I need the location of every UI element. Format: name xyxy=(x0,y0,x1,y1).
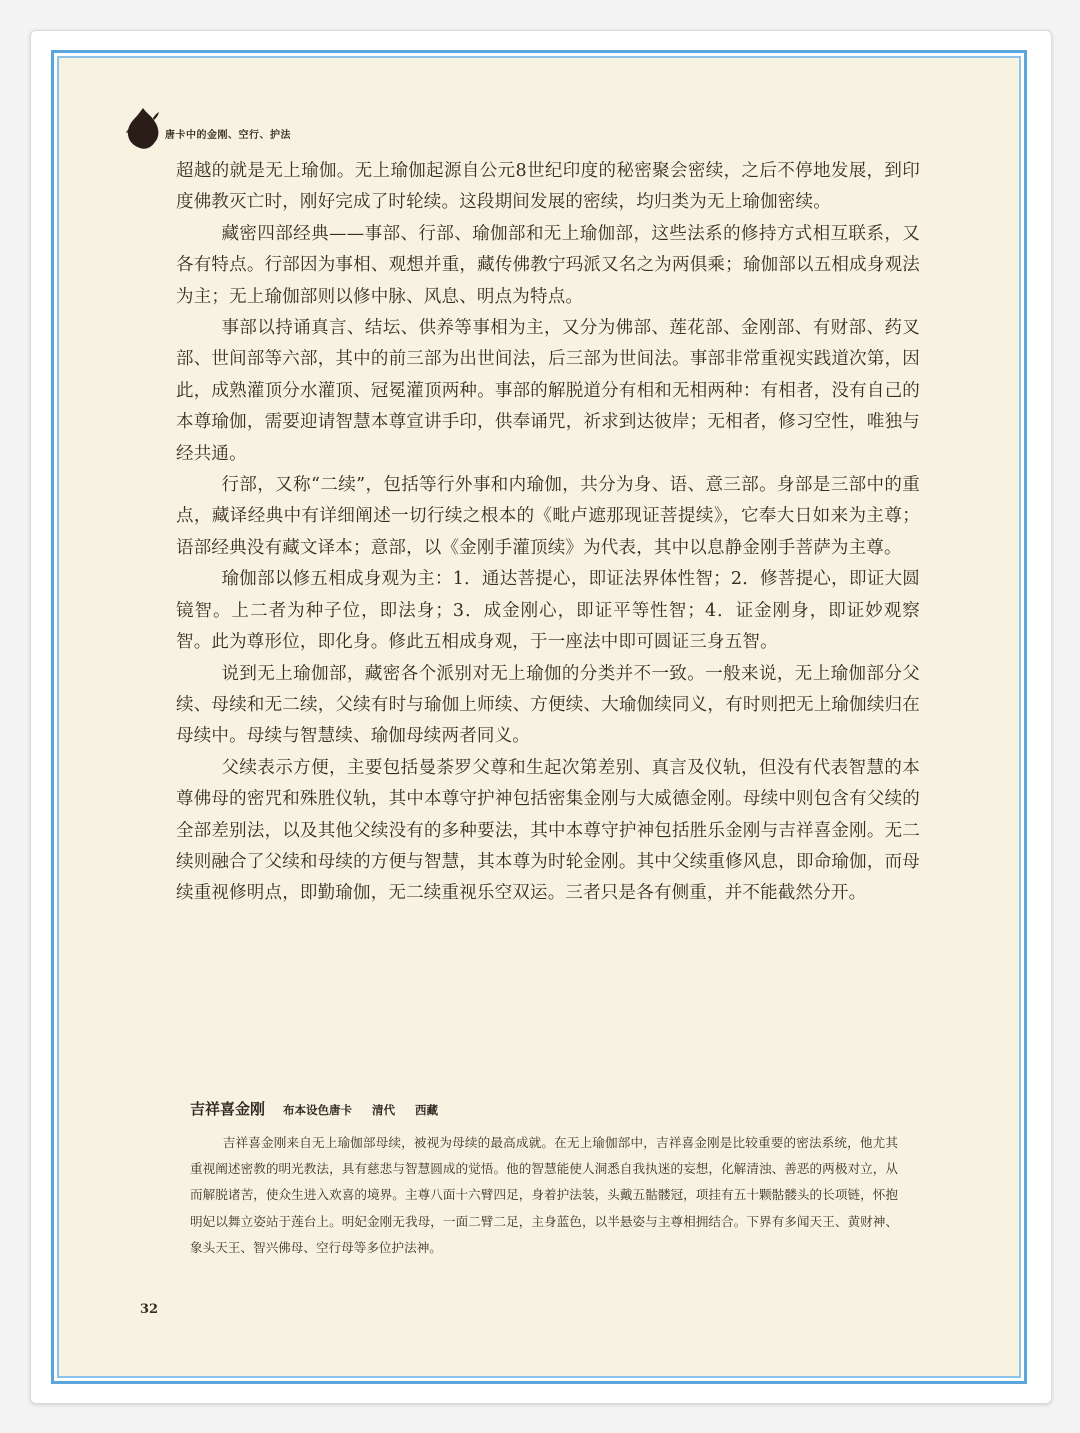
caption-heading xyxy=(190,1098,458,1119)
paragraph: 行部，又称“二续”，包括等行外事和内瑜伽，共分为身、语、意三部。身部是三部中的重点，藏译经典中有详细阐述一切行续之根本的《毗卢遮那现证菩提续》，它奉大日如来为主尊；语部经典没有藏文译本；意部，以《金刚手灌顶续》为代表，其中以息静金刚手菩萨为主尊。 xyxy=(176,475,920,558)
paragraph: 事部以持诵真言、结坛、供养等事相为主，又分为佛部、莲花部、金刚部、有财部、药叉部、世间部等六部，其中的前三部为出世间法，后三部为世间法。事部非常重视实践道次第，因此，成熟灌顶分水灌顶、冠冕灌顶两种。事部的解脱道分有相和无相两种：有相者，没有自己的本尊瑜伽，需要迎请智慧本尊宣讲手印，供奉诵咒，祈求到达彼岸；无相者，修习空性，唯独与经共通。 xyxy=(176,318,920,464)
caption-paragraph: 吉祥喜金刚来自无上瑜伽部母续，被视为母续的最高成就。在无上瑜伽部中，吉祥喜金刚是比较重要的密法系统，他尤其重视阐述密教的明光教法，具有慈悲与智慧圆成的觉悟。他的智慧能使人洞悉自我执迷的妄想，化解清浊、善恶的两极对立，从而解脱诸苦，使众生进入欢喜的境界。主尊八面十六臂四足，身着护法装，头戴五骷髅冠，项挂有五十颗骷髅头的长项链，怀抱明妃以舞立姿站于莲台上。明妃金刚无我母，一面二臂二足，主身蓝色，以半悬姿与主尊相拥结合。下界有多闻天王、黄财神、象头天王、智兴佛母、空行母等多位护法神。 xyxy=(190,1135,898,1255)
ink-splash-icon xyxy=(125,106,161,152)
paragraph: 说到无上瑜伽部，藏密各个派别对无上瑜伽的分类并不一致。一般来说，无上瑜伽部分父续、母续和无二续，父续有时与瑜伽上师续、方便续、大瑜伽续同义，有时则把无上瑜伽续归在母续中。母续与智慧续、瑜伽母续两者同义。 xyxy=(176,663,920,747)
running-header xyxy=(125,104,291,154)
paragraph: 瑜伽部以修五相成身观为主：1．通达菩提心，即证法界体性智；2．修菩提心，即证大圆镜智。上二者为种子位，即法身；3．成金刚心，即证平等性智；4．证金刚身，即证妙观察智。此为尊形位，即化身。修此五相成身观，于一座法中即可圆证三身五智。 xyxy=(176,569,920,653)
caption-body xyxy=(190,1130,898,1261)
running-title: 唐卡中的金刚、空行、护法 xyxy=(165,129,291,141)
artwork-origin: 西藏 xyxy=(415,1103,439,1117)
artwork-title: 吉祥喜金刚 xyxy=(190,1100,266,1118)
main-text xyxy=(176,156,920,910)
paragraph: 藏密四部经典——事部、行部、瑜伽部和无上瑜伽部，这些法系的修持方式相互联系，又各有特点。行部因为事相、观想并重，藏传佛教宁玛派又名之为两俱乘；瑜伽部以五相成身观法为主；无上瑜伽部则以修中脉、风息、明点为特点。 xyxy=(176,223,920,307)
artwork-period: 清代 xyxy=(372,1103,396,1117)
artwork-medium: 布本设色唐卡 xyxy=(283,1103,353,1117)
paragraph: 父续表示方便，主要包括曼荼罗父尊和生起次第差别、真言及仪轨，但没有代表智慧的本尊佛母的密咒和殊胜仪轨，其中本尊守护神包括密集金刚与大威德金刚。母续中则包含有父续的全部差别法，以及其他父续没有的多种要法，其中本尊守护神包括胜乐金刚与吉祥喜金刚。无二续则融合了父续和母续的方便与智慧，其本尊为时轮金刚。其中父续重修风息，即命瑜伽，而母续重视修明点，即勤瑜伽，无二续重视乐空双运。三者只是各有侧重，并不能截然分开。 xyxy=(176,757,920,904)
paragraph: 超越的就是无上瑜伽。无上瑜伽起源自公元8世纪印度的秘密聚会密续，之后不停地发展，到印度佛教灭亡时，刚好完成了时轮续。这段期间发展的密续，均归类为无上瑜伽密续。 xyxy=(176,161,920,213)
page-number: 32 xyxy=(140,1302,159,1317)
